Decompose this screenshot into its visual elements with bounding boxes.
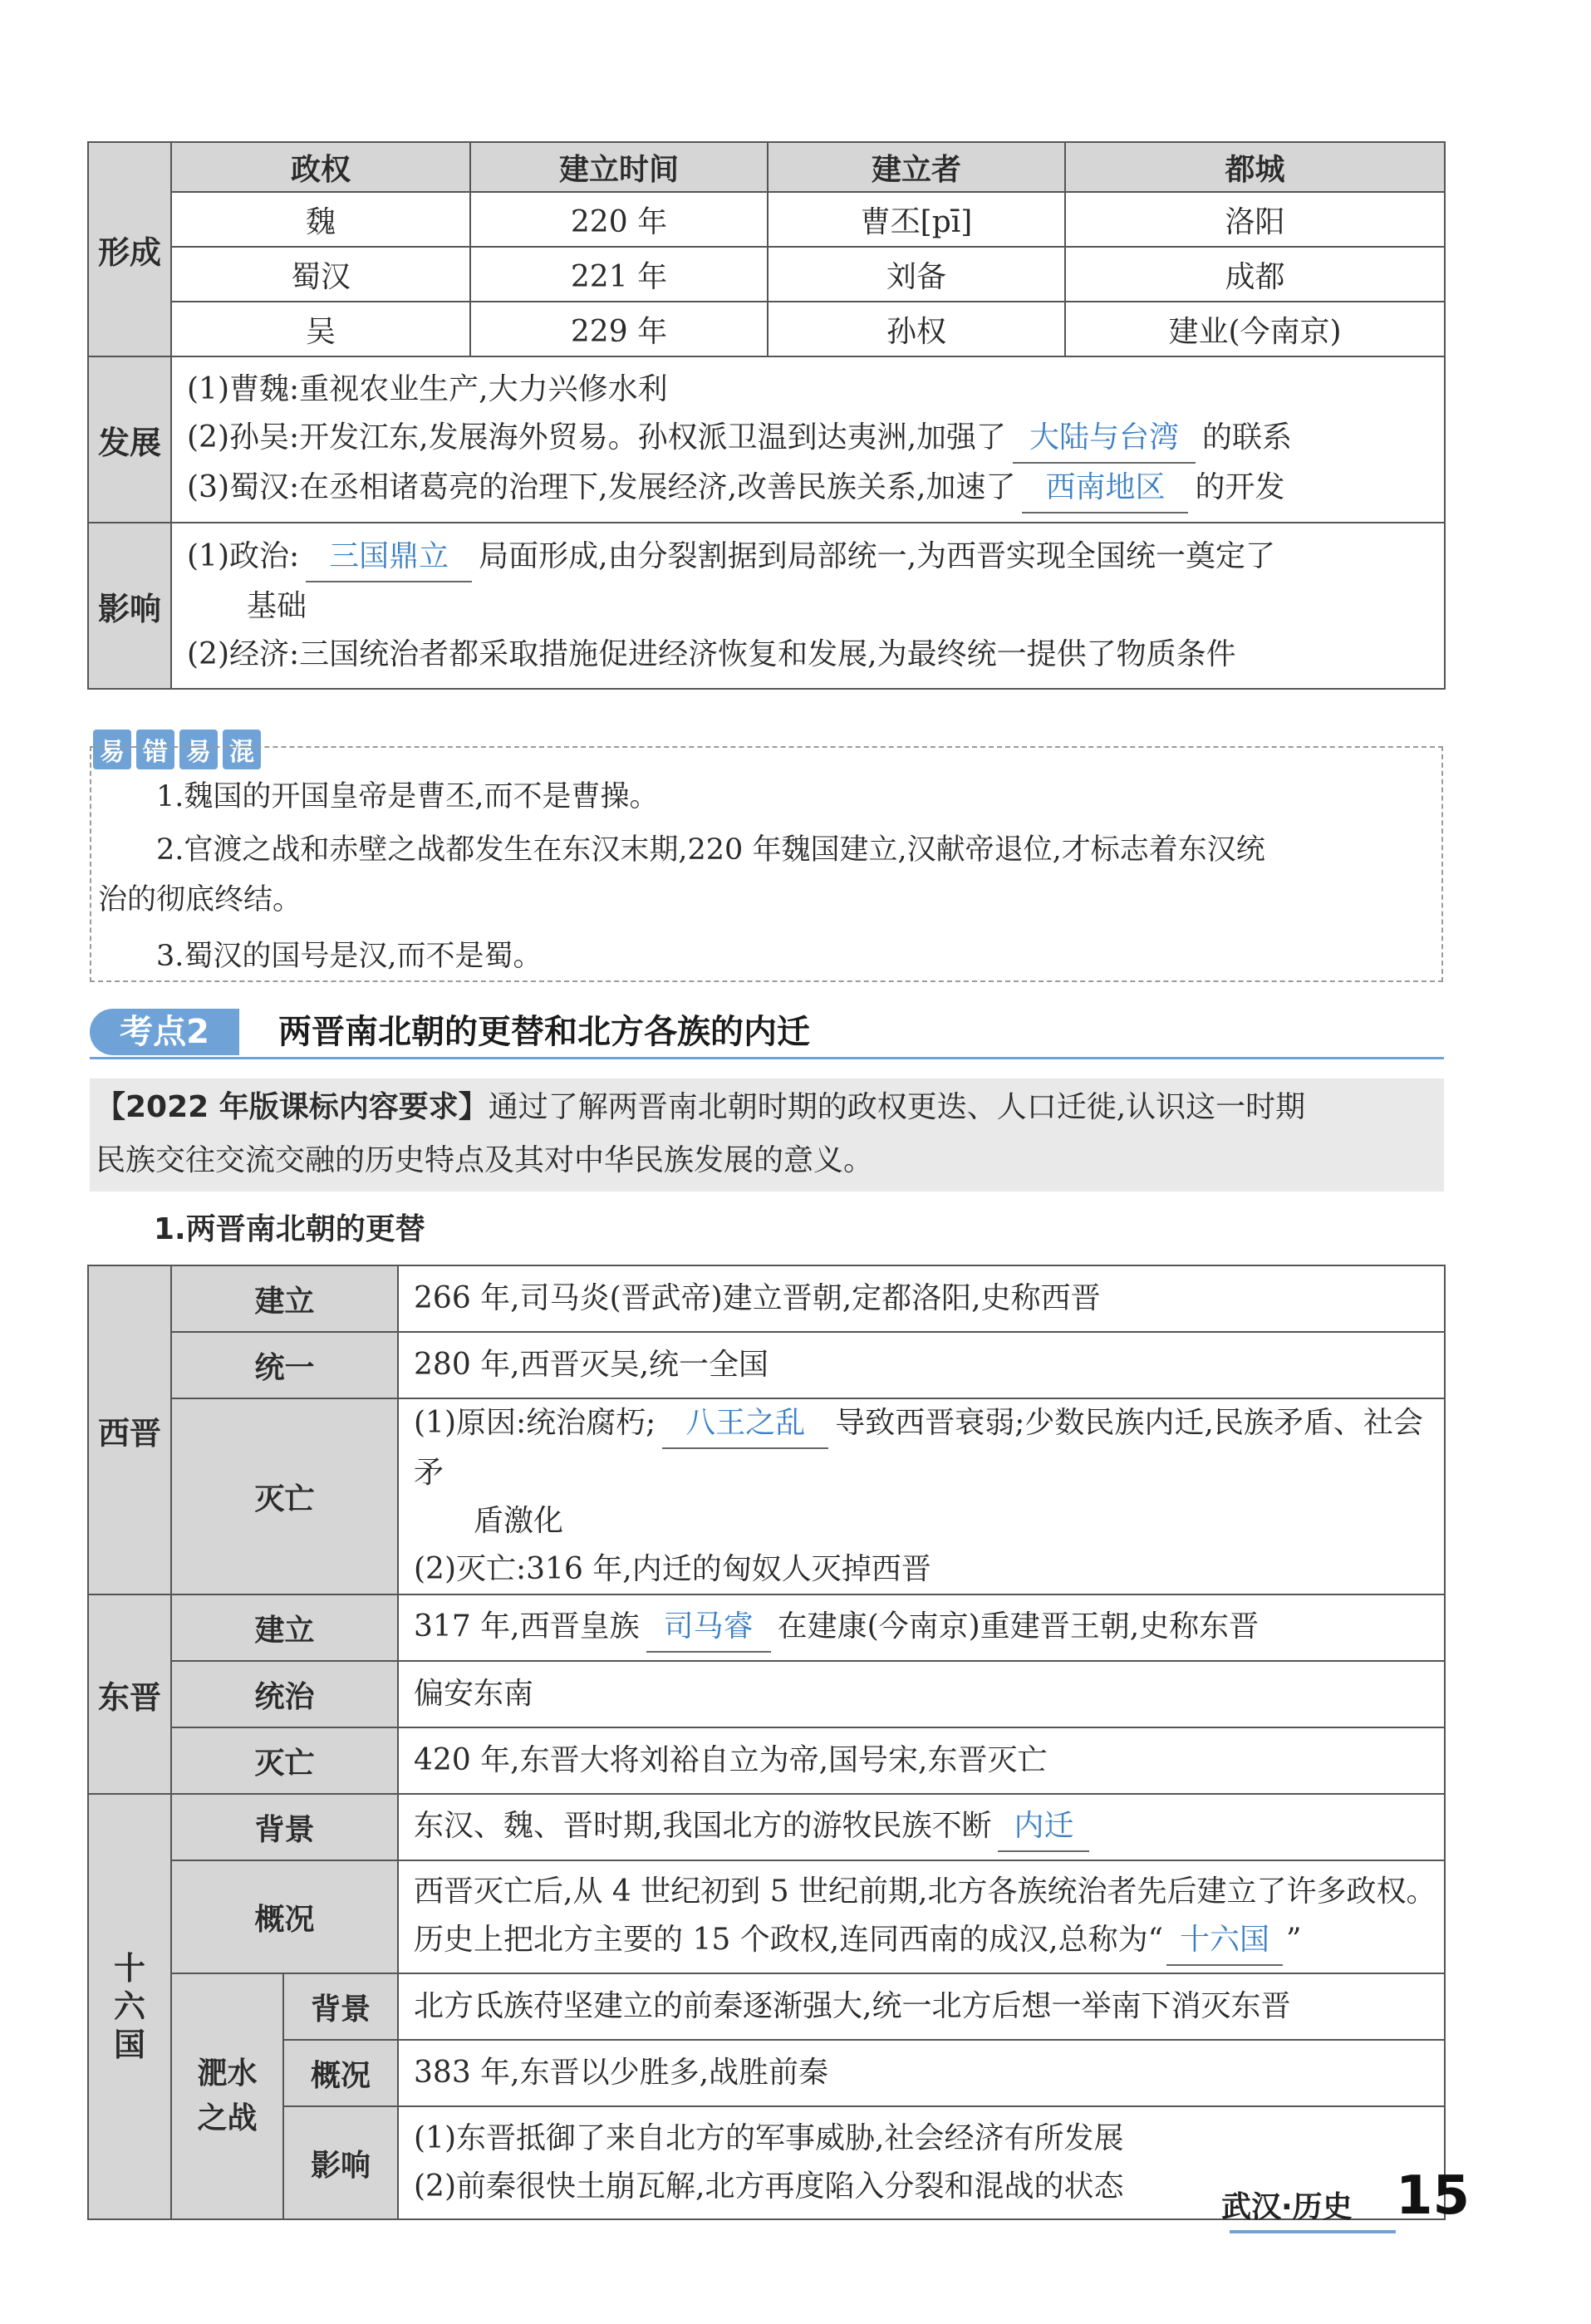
col-header-founder: 建立者 (768, 142, 1065, 192)
sub-label: 建立 (171, 1594, 398, 1661)
tip-badge-char: 混 (223, 730, 261, 769)
table-cell: 洛阳 (1065, 192, 1445, 247)
section-badge-text: 考点2 (120, 1013, 209, 1051)
sub-label: 统治 (171, 1661, 398, 1727)
tip-item: 3.蜀汉的国号是汉,而不是蜀。 (156, 940, 543, 973)
influence-line: (1)政治: 三国鼎立 局面形成,由分裂割据到局部统一,为西晋实现全国统一奠定了 (187, 533, 1444, 582)
curriculum-line (96, 1082, 1305, 1133)
tip-badge-char: 易 (93, 730, 131, 769)
xijin-unify: 280 年,西晋灭吴,统一全国 (398, 1332, 1445, 1398)
table-cell: 229 年 (470, 302, 768, 356)
row-label-formation: 形成 (88, 142, 171, 356)
curriculum-line: 民族交往交流交融的历史特点及其对中华民族发展的意义。 (96, 1143, 874, 1177)
curriculum-text: 通过了解两晋南北朝时期的政权更迭、人口迁徙,认识这一时期 (488, 1090, 1306, 1124)
answer-blank: 十六国 (1166, 1916, 1283, 1966)
tip-badge-char: 错 (136, 730, 174, 769)
table-cell: 魏 (171, 192, 470, 247)
answer-blank: 大陆与台湾 (1013, 414, 1196, 464)
subheading: 1.两晋南北朝的更替 (154, 1212, 425, 1246)
table-cell: 成都 (1065, 247, 1445, 302)
row-label-feishui: 淝水 之战 (171, 1973, 283, 2219)
three-kingdoms-table (87, 141, 1446, 690)
tip-item: 治的彻底终结。 (98, 883, 302, 916)
table-cell: 刘备 (768, 247, 1065, 302)
sub-label: 建立 (171, 1265, 398, 1332)
sub-label: 灭亡 (171, 1727, 398, 1794)
answer-blank: 司马睿 (646, 1603, 771, 1653)
tip-badge-char: 易 (179, 730, 218, 769)
sub-label: 概况 (171, 1860, 398, 1973)
row-label-xijin: 西晋 (88, 1265, 171, 1594)
sub-label: 背景 (171, 1794, 398, 1860)
influence-line: (2)经济:三国统治者都采取措施促进经济恢复和发展,为最终统一提供了物质条件 (187, 637, 1236, 671)
answer-blank: 西南地区 (1022, 464, 1188, 513)
row-label-development: 发展 (88, 356, 171, 523)
col-header-capital: 都城 (1065, 142, 1445, 192)
xijin-fall: (1)原因:统治腐朽; 八王之乱 导致西晋衰弱;少数民族内迁,民族矛盾、社会矛 盾激化 (2)灭亡:316 年,内迁的匈奴人灭掉西晋 (398, 1398, 1445, 1594)
curriculum-label: 【2022 年版课标内容要求】 (96, 1090, 489, 1124)
dongjin-founding: 317 年,西晋皇族 司马睿 在建康(今南京)重建晋王朝,史称东晋 (398, 1594, 1445, 1661)
two-jin-table (87, 1265, 1446, 2220)
sub-label: 背景 (283, 1973, 398, 2040)
table-cell: 吴 (171, 302, 470, 356)
col-header-founded: 建立时间 (470, 142, 768, 192)
tip-item: 2.官渡之战和赤壁之战都发生在东汉末期,220 年魏国建立,汉献帝退位,才标志着东汉统 (156, 833, 1265, 867)
answer-blank: 八王之乱 (662, 1399, 828, 1449)
footer-underline (1230, 2230, 1396, 2233)
answer-blank: 三国鼎立 (306, 533, 472, 582)
development-line: (3)蜀汉:在丞相诸葛亮的治理下,发展经济,改善民族关系,加速了 西南地区 的开发 (187, 464, 1444, 513)
tip-box (90, 746, 1443, 982)
sixteen-background: 东汉、魏、晋时期,我国北方的游牧民族不断 内迁 (398, 1794, 1445, 1860)
row-label-influence: 影响 (88, 523, 171, 689)
tip-item: 1.魏国的开国皇帝是曹丕,而不是曹操。 (156, 780, 659, 813)
section-title: 两晋南北朝的更替和北方各族的内迁 (278, 1013, 810, 1051)
sub-label: 影响 (283, 2106, 398, 2219)
table-row (88, 247, 1445, 302)
page-number: 15 (1396, 2165, 1471, 2227)
influence-cell (171, 523, 1445, 689)
section-underline (90, 1057, 1444, 1059)
feishui-overview: 383 年,东晋以少胜多,战胜前秦 (398, 2040, 1445, 2106)
table-cell: 220 年 (470, 192, 768, 247)
sub-label: 灭亡 (171, 1398, 398, 1594)
row-label-dongjin: 东晋 (88, 1594, 171, 1794)
feishui-influence: (1)东晋抵御了来自北方的军事威胁,社会经济有所发展 (2)前秦很快土崩瓦解,北方再度陷入分裂和混战的状态 (398, 2106, 1445, 2219)
influence-line: 基础 (247, 589, 307, 623)
development-line: (2)孙吴:开发江东,发展海外贸易。孙权派卫温到达夷洲,加强了 大陆与台湾 的联系 (187, 414, 1444, 464)
feishui-background: 北方氐族苻坚建立的前秦逐渐强大,统一北方后想一举南下消灭东晋 (398, 1973, 1445, 2040)
table-row (88, 302, 1445, 356)
table-cell: 蜀汉 (171, 247, 470, 302)
sub-label: 统一 (171, 1332, 398, 1398)
table-row (88, 192, 1445, 247)
table-cell: 建业(今南京) (1065, 302, 1445, 356)
xijin-founding: 266 年,司马炎(晋武帝)建立晋朝,定都洛阳,史称西晋 (398, 1265, 1445, 1332)
col-header-regime: 政权 (171, 142, 470, 192)
dongjin-fall: 420 年,东晋大将刘裕自立为帝,国号宋,东晋灭亡 (398, 1727, 1445, 1794)
section-badge (90, 1009, 239, 1055)
sixteen-overview: 西晋灭亡后,从 4 世纪初到 5 世纪前期,北方各族统治者先后建立了许多政权。 历史上把北方主要的 15 个政权,连同西南的成汉,总称为“ 十六国 ” (398, 1860, 1445, 1973)
row-label-sixteen-kingdoms: 十 六 国 (88, 1794, 171, 2219)
table-cell: 孙权 (768, 302, 1065, 356)
answer-blank: 内迁 (998, 1802, 1089, 1852)
sub-label: 概况 (283, 2040, 398, 2106)
development-cell (171, 356, 1445, 523)
table-cell: 曹丕[pī] (768, 192, 1065, 247)
table-cell: 221 年 (470, 247, 768, 302)
dongjin-rule: 偏安东南 (398, 1661, 1445, 1727)
footer-text: 武汉·历史 (1221, 2190, 1353, 2224)
development-line: (1)曹魏:重视农业生产,大力兴修水利 (187, 372, 668, 406)
